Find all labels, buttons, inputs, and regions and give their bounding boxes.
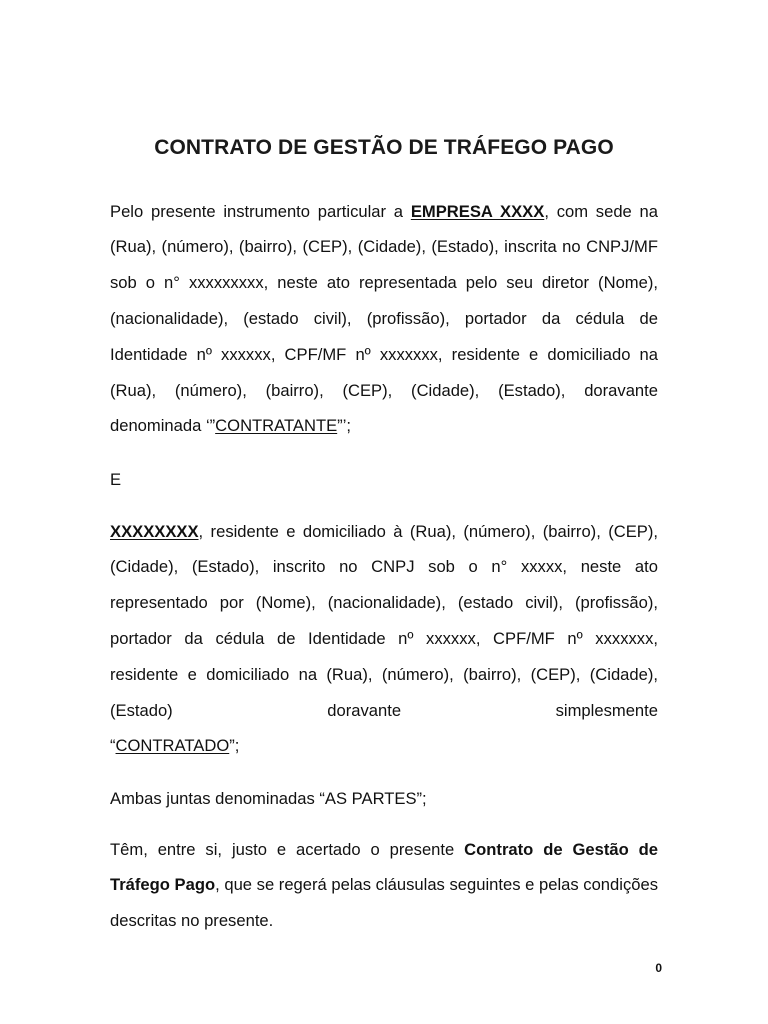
- contracted-label: CONTRATADO: [115, 736, 230, 756]
- contracted-details-text: , residente e domiciliado à (Rua), (número), (bairro), (CEP), (Cidade), (Estado), inscrito no CNPJ sob o n° xxxxx, neste ato representado por (Nome), (nacionalidade), (estado civil), (profissão), portador da cédula de Identidade nº xxxxxx, CPF/MF nº xxxxxxx, residente e domiciliado na (Rua), (número), (bairro), (CEP), (Cidade), (Estado) doravante simplesmente: [110, 521, 658, 720]
- contracted-final-line: [110, 736, 239, 755]
- contracted-close-quote: ”;: [229, 736, 240, 756]
- agreement-paragraph: [110, 832, 658, 939]
- document-title: CONTRATO DE GESTÃO DE TRÁFEGO PAGO: [154, 136, 614, 160]
- contractor-label: CONTRATANTE: [215, 416, 338, 436]
- agreement-ending-text: , que se regerá pelas cláusulas seguintes e pelas condições descritas no presente.: [110, 875, 658, 931]
- contractor-ending-text: ”’;: [337, 416, 351, 436]
- contract-name: Contrato de Gestão de Tráfego Pago: [110, 839, 658, 895]
- parties-definition: Ambas juntas denominadas “AS PARTES”;: [110, 788, 427, 808]
- page-number: 0: [655, 961, 662, 975]
- contracted-name: XXXXXXXX: [110, 521, 199, 541]
- contractor-details-text: , com sede na (Rua), (número), (bairro), (CEP), (Cidade), (Estado), inscrita no CNPJ/MF sob o n° xxxxxxxxx, neste ato representada pelo seu diretor (Nome), (nacionalidade), (estado civil), (profissão), portador da cédula de Identidade nº xxxxxx, CPF/MF nº xxxxxxx, residente e domiciliado na (Rua), (número), (bairro), (CEP), (Cidade), (Estado), doravante denominada ‘”: [110, 201, 659, 436]
- contracted-main-text: [110, 514, 658, 729]
- parties-separator: E: [110, 469, 122, 489]
- contracted-open-quote: “: [110, 736, 116, 756]
- contractor-intro-text: Pelo presente instrumento particular a: [110, 201, 411, 221]
- contracted-paragraph: [110, 514, 658, 765]
- agreement-intro-text: Têm, entre si, justo e acertado o presente: [110, 839, 465, 859]
- company-name: EMPRESA XXXX: [410, 201, 545, 221]
- contractor-paragraph: [110, 194, 658, 445]
